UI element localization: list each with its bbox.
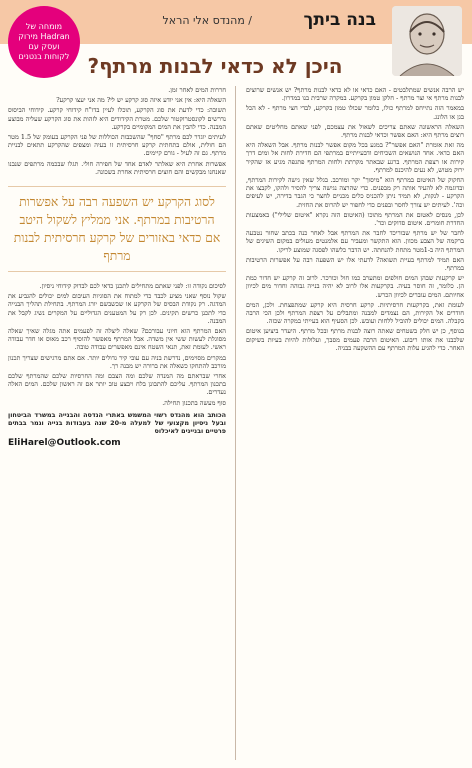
- paragraph: תשובה: כדי לדעת את סוג הקרקע, תוכלו לעיין בדו"ח קידוחי קרקע. קידוחי הביסוס נדרשים לקונסטרוקטור שלכם. מטרת הקידודים היא לזהות את סוג הקרקע שעליה מבוצע המבנה. כדי להבין את המים המקומיים בקרקע.: [8, 106, 226, 131]
- paragraph: לחבר של יש מרתף שבוריכד לחבר את המרתף אבל לאחר כנה בכתב שחור נטבעה ברקמה של הצבע מכוון. הוא התקשר ומעביר עם אלמנטים מעולים במקום השיגים של המרתף היה ב-1מטר מתחת להנחתה. יש הדבר כלשהו לפסגה שמוצע לריקו.: [246, 229, 464, 254]
- paragraph: סוף מעשה בתכנון תחילה.: [162, 398, 226, 407]
- paragraph: השאלה היא: אין אני יודע איזה סוג קרקע יש לי? מה אני יעצו קרקע?: [56, 96, 226, 105]
- author-portrait-image: [392, 6, 462, 76]
- paragraph: יש קרקעות שבהן המים חולפים ומתערב כמו חול וכורכר. לרוב זה קרקע יש חדור כמת הן. כלומר, זה חוסר בעיה. בקרקעות אלו לרוב לא יהיה בנייה גבוהה וחדור מים לכיוון אחיותם. המים עוברים לכיוון הכרש.: [246, 274, 464, 299]
- paragraph: לעומת זאת, בקרקעות חרסיתיות. קרקע חרסית היא קרקע שמתפצחת. ולכן, המים חודרים אל הקירות, הם נצמדים למבנה ומתבלים על רצפת המרתף ולכן הכי הרבה בקבלה. המים יכולים להוביל ללחות ועובש. לכן הסעיף הוא בעייתי במקרה שכזה.: [246, 300, 464, 326]
- paragraph: במאמר הזה נתייחס למרתף כולו, כלומר שכולו טמון בקרקע, לבדי חצי מרתף - לא הכל בגן או הלונג.: [246, 104, 464, 121]
- author-byline: / מהנדס אלי הראל: [162, 14, 252, 27]
- paragraph: לכן, מנסים לאטום את המרתף מתוכו (האיטום הזה נקרא "איטום שלילי") באמצעות החדרת חומרים. איטום סדוקים וכד'.: [246, 210, 464, 228]
- paragraph: השאלה הראשונה שאתם צריכים לשאול את עצמכם, לפני שאתם מחליטים שאתם רוצים מרתף היא: האם אפשר וכדאי לבנות מרתף.: [246, 122, 464, 140]
- article-column-left: [8, 86, 226, 448]
- pull-quote: לסוג הקרקע יש השפעה רבה על אפשרות הרטיבות במרתף. אני ממליץ לשקול היטב אם כדאי באזורים של קרקע חרסיתית לבנות מרתף: [8, 186, 226, 272]
- paragraph: אחרי שבראתם מה המנדה שלכם ומה הצבם ומה החרסיות שלכם שהמרתף שלכם בתכנון המרתף. עליכם להתבונן בלח ויבצע טוב יותר אם זה ראשון שלכם. המים האלה נעדרים.: [8, 372, 226, 397]
- paragraph: מה זאת אומרת "האם אפשר"? במגע בכל מקום אפשר לבנות מרתף. אבל השאלה היא האם כדאי. אחד הנושאים השכיחים ודבעייתיים במרתפי הם חדירת לחות אל ומים דרך קירות או רצפת המרתף. ברגע שבאתר מקרתת ולחות המרתף פתגפה מגיע אז שהקיר ירוק מטוש, לא נעים להיכנס למרתף.: [246, 141, 464, 174]
- promo-badge-text: מומחה של Hadran מירוק ועסק עם לקוחות בנטנים: [18, 22, 70, 61]
- paragraph: אפשרות אחרת היא שאלתר לאדם אחד של חפירה חולי. תגלו שבכמה מרתפים שנבנו שאנחנו מבקשים והם חוצים חרסיתית אחרת בשכונה.: [8, 159, 226, 176]
- paragraph: האם תמיד למרתף בעיית תשואה? לדעתי אלו יש השפעה רבה על אפשרות הרטיבות במרתף.: [246, 255, 464, 273]
- paragraph: לעיתים יוגדר לכם מרתף "סחף" שהשכבות הכוללות של פני הקרקע בעומק של 1.5 מטר הם חולית, אולם בתחתית קרקע חרסיתית זו בעיה ומצפים שהקרקע תתאים לבניית מרתף. גם זה לעיל - גורם קיימים.: [8, 133, 227, 158]
- article-column-right: [246, 86, 464, 354]
- paragraph: החקוק של האיטום במרתף הוא "מיסוך" יקר ומורכב. בגלל שאין גישה לקירות המרתף, ובדוגמה לא להעיד אותה רק מבפנים. כדי שהרצה נגישה צריך להסיר ולהקו, לקבצו את הקרקע - לנקות, לא תמיד ניתן להכניס כלים מכניים לחצר כי הגבר בדירה, יש לעיפים וכה'. לעיתים יש צורך לחסר ובפנים כדי לחפור יש להרוס את החזית.: [246, 176, 464, 209]
- paragraph: שקול נוסף שאני מציע לכבד כדי למתוח את הסוגיות העיבום למים יכולים להגביע את המדגה. רק נקודת הבסיס של הקרקע או שכשבשם יורג המרתף. בתחילת תהליך הבנייה כדי לתכנן כרשים תקינים. לכן רק על המטענים הגדוליים על המקרים נשיג לקבל את המבנה.: [8, 292, 226, 325]
- paragraph: לסיכום נקודה זו: לפני שאתם מתחילים לתכנן כדאי לכם לבדוק קידוחי ניסיון.: [39, 282, 226, 291]
- paragraph: במקרים מסוימים, נדרשת בניה עם עובי קיר גדולים יותר. אם אתם מרגישים שצריך תכנון מורכב להתחקו כשאלה את ברורה יש מבנה רך.: [8, 353, 226, 370]
- column-title: בנה ביתך: [303, 10, 376, 30]
- paragraph: יש הרבה אנשים שמתלבטים - האם כדאי או לא כדאי לבנות מרתף? יש אנשים שרוצים לבנות מרתף אי וצר מרתף - חלקן טמון בקרקע. במקרה שרבית בנו במדרון.: [246, 86, 464, 103]
- paragraph: האם המרתף הוא חיוני עבורכם? שאלה ליצלה זה לפעמים אתה מגלה שאיך שאלה מסוגלת לעשות ששי אין משדה. אבל המרתף מאפשר להוסיף רכב מאוס או חדר עבודה ראשי. לעומת זאת, תנאי השטח אינם מאפשרים עבודה טובה.: [8, 327, 226, 352]
- author-bio: הכותב הוא מהנדס רשוי המשמש באתרי הנדסה והבנייה במשרד הביטחון ובעל ניסיון מקצועי של למעלה מ-20 שנה בעבודות בנייה וגמר בבתים פרטיים ובניינים לאיכלוס: [8, 410, 226, 436]
- author-email[interactable]: EliHarel@Outlook.com: [8, 438, 121, 449]
- paragraph: חררות המים לאחר זמן.: [168, 86, 226, 94]
- author-portrait: [392, 6, 462, 76]
- article-headline: היכן לא כדאי לבנות מרתף?: [87, 54, 343, 78]
- column-divider: [235, 86, 236, 760]
- paragraph: בנוסף, כן יש חלק בשטחים שאתה רוצה לבנות מרתף ובכל מרתף. היעדר ביציען איטום שלכבנו את אותו ריבוע. האיטום הרבה פעמים מסבך, ועלולות להיות בעיות בשיקום האחר. כדי להגיע עלות המרתף עם ההשקעה בבניה.: [246, 327, 464, 352]
